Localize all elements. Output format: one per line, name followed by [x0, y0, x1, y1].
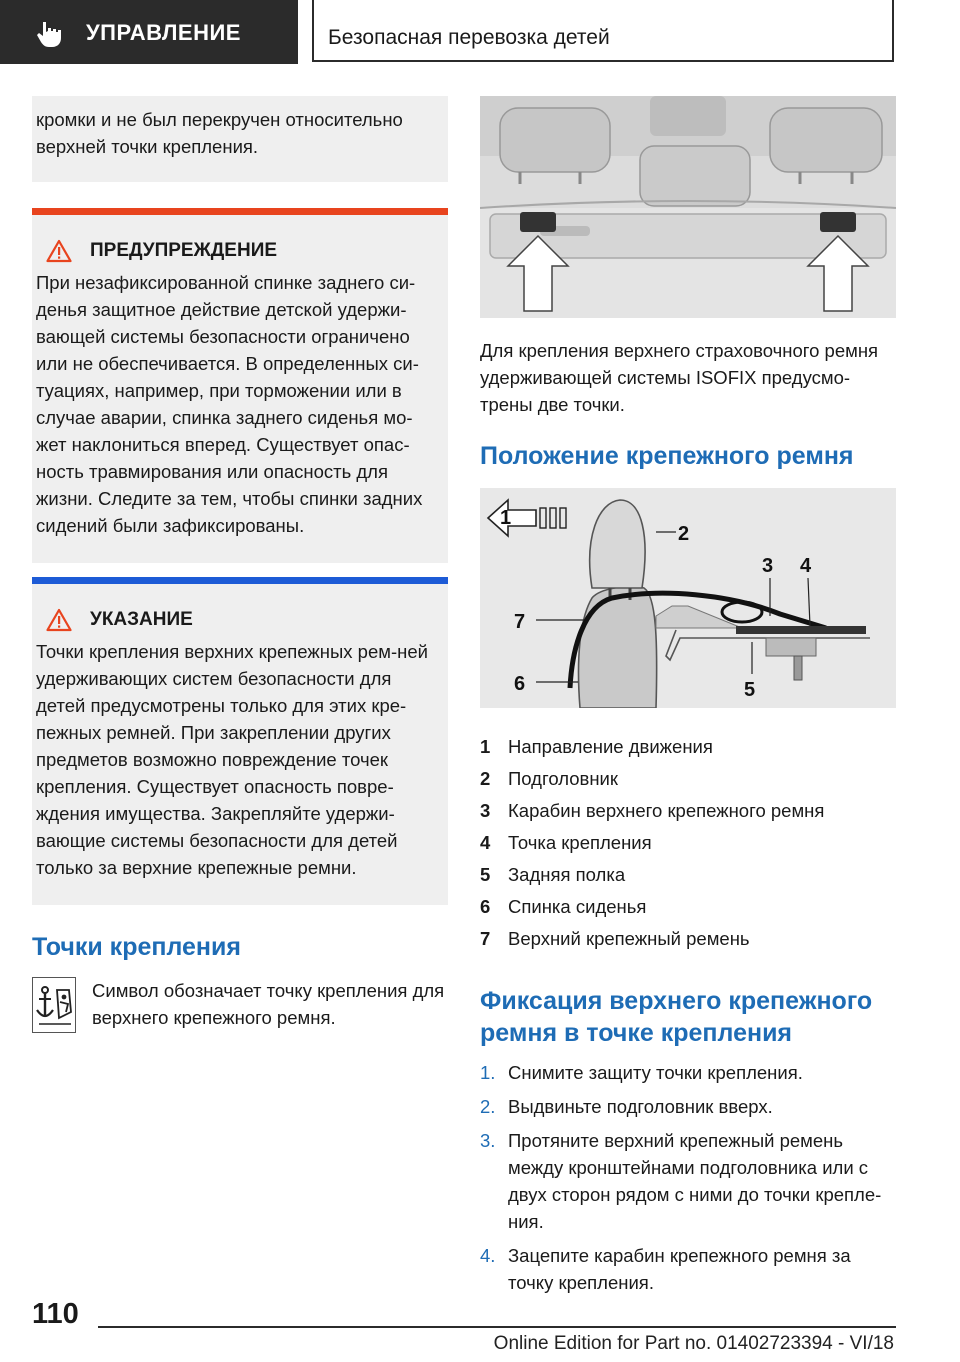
legend-number: 4 — [480, 832, 491, 853]
page-number: 110 — [32, 1298, 79, 1330]
anchor-symbol-row — [32, 977, 448, 1033]
anchors-heading: Точки крепления — [32, 933, 241, 961]
hand-pointer-icon — [34, 20, 64, 50]
step-list — [480, 1059, 896, 1296]
step-item — [480, 1242, 896, 1296]
chapter-title: Безопасная перевозка детей — [328, 26, 610, 49]
note-bar — [32, 577, 448, 584]
legend-item — [480, 891, 896, 923]
anchor-points-photo — [480, 96, 896, 318]
legend-item — [480, 923, 896, 955]
step-item — [480, 1127, 896, 1235]
warning-text: При незафиксированной спинке заднего си‐денья защитное действие детской удержи‐вающей системы безопасности ограничено или не обеспечивается. В определенных си‐туациях, например, при торможении или в случае аварии, спинка заднего сиденья мо‐жет наклониться вперед. Существует опас‐ность травмирования или опасность для жизни. Следите за тем, чтобы спинки задних сидений были зафиксированы. — [36, 272, 423, 536]
step-number: 2. — [480, 1096, 496, 1117]
warning-bar — [32, 208, 448, 215]
diagram-label-1: 1 — [500, 507, 512, 529]
step-text: Выдвиньте подголовник вверх. — [508, 1096, 773, 1117]
step-text: Зацепите карабин крепежного ремня за точку крепления. — [508, 1245, 851, 1293]
legend-item — [480, 859, 896, 891]
diagram-label-4: 4 — [800, 555, 812, 577]
legend-label: Подголовник — [508, 768, 618, 789]
legend-item — [480, 763, 896, 795]
legend-label: Карабин верхнего крепежного ремня — [508, 800, 825, 821]
note-box — [32, 577, 448, 905]
step-text: Снимите защиту точки крепления. — [508, 1062, 803, 1083]
strap-position-diagram — [480, 488, 896, 708]
legend-number: 6 — [480, 896, 491, 917]
step-text: Протяните верхний крепежный ремень между кронштейнами подголовника или с двух сторон рядом с ними до точки крепле‐ния. — [508, 1130, 882, 1232]
diagram-label-6: 6 — [514, 673, 526, 695]
anchor-symbol-text: Символ обозначает точку крепления для верхнего крепежного ремня. — [92, 980, 445, 1028]
legend-item — [480, 795, 896, 827]
step-number: 4. — [480, 1245, 496, 1266]
fix-heading: Фиксация верхнего крепежного ремня в точке крепления — [480, 987, 873, 1047]
legend-number: 1 — [480, 736, 491, 757]
warning-triangle-icon — [46, 239, 72, 263]
photo-caption: Для крепления верхнего страховочного ремня удерживающей системы ISOFIX предусмо‐трены две точки. — [480, 340, 879, 415]
note-title: УКАЗАНИЕ — [90, 609, 193, 630]
legend-number: 7 — [480, 928, 491, 949]
edition-text: Online Edition for Part no. 01402723394 - VI/18 — [493, 1333, 894, 1354]
legend-label: Точка крепления — [508, 832, 652, 853]
legend-item — [480, 827, 896, 859]
chapter-header — [312, 0, 894, 62]
intro-paragraph: кромки и не был перекручен относительно верхней точки крепления. — [32, 96, 448, 182]
warning-title: ПРЕДУПРЕЖДЕНИЕ — [90, 240, 278, 261]
legend-label: Спинка сиденья — [508, 896, 647, 917]
step-item — [480, 1093, 896, 1120]
left-column — [32, 96, 448, 1033]
legend-number: 2 — [480, 768, 491, 789]
diagram-legend — [480, 731, 896, 955]
warning-triangle-icon — [46, 608, 72, 632]
footer-divider — [98, 1326, 896, 1328]
legend-label: Направление движения — [508, 736, 713, 757]
note-text: Точки крепления верхних крепежных рем‐ней удерживающих систем безопасности для детей предусмотрены только для этих кре‐пежных ремней. При закреплении других предметов возможно повреждение точек крепления. Существует опасность повре‐ждения имущества. Закрепляйте удержи‐вающие системы безопасности для детей только за верхние крепежные ремни. — [36, 641, 428, 878]
right-column — [480, 96, 896, 1303]
step-number: 3. — [480, 1130, 496, 1151]
legend-number: 5 — [480, 864, 491, 885]
section-name: УПРАВЛЕНИЕ — [86, 20, 241, 45]
step-item — [480, 1059, 896, 1086]
diagram-label-7: 7 — [514, 611, 526, 633]
diagram-label-5: 5 — [744, 679, 756, 701]
diagram-label-2: 2 — [678, 523, 690, 545]
step-number: 1. — [480, 1062, 496, 1083]
legend-number: 3 — [480, 800, 491, 821]
child-seat-anchor-icon — [32, 977, 76, 1033]
section-tab — [0, 0, 298, 64]
legend-label: Задняя полка — [508, 864, 626, 885]
warning-box — [32, 208, 448, 563]
position-heading: Положение крепежного ремня — [480, 442, 854, 470]
legend-item — [480, 731, 896, 763]
legend-label: Верхний крепежный ремень — [508, 928, 750, 949]
diagram-label-3: 3 — [762, 555, 774, 577]
